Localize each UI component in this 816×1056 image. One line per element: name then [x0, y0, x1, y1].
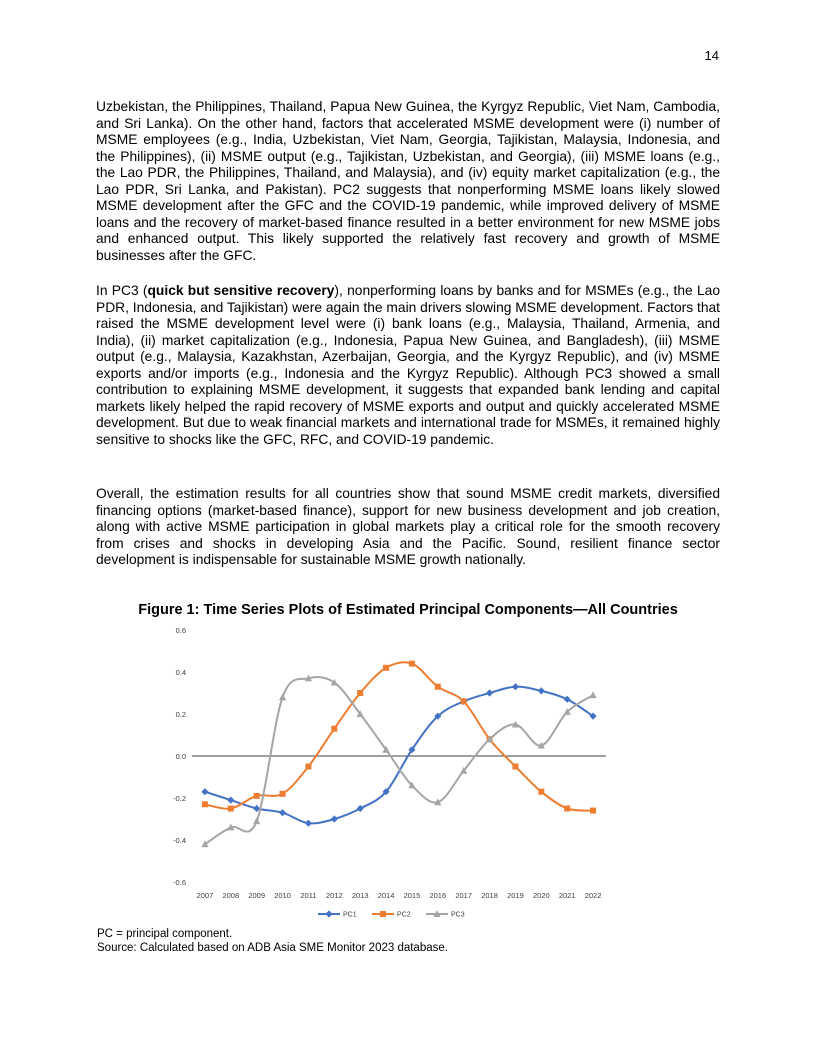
pc3-point: [331, 679, 338, 686]
y-tick-label: 0.0: [175, 752, 186, 761]
y-tick-label: -0.4: [173, 836, 186, 845]
x-tick-label: 2022: [584, 891, 602, 900]
pc1-line: [205, 687, 593, 824]
pc2-point: [331, 726, 337, 732]
y-tick-label: 0.4: [175, 668, 186, 677]
pc1-point: [564, 696, 571, 703]
paragraph-overall-conclusion: Overall, the estimation results for all countries show that sound MSME credit markets, diversified financing options (market-based finance), support for new business development and job creation, along with active MSME participation in global markets play a critical role for the smooth recovery from crises and shocks in developing Asia and the Pacific. Sound, resilient finance sector development is indispensable for sustainable MSME growth nationally.: [96, 486, 720, 567]
pc2-point: [280, 791, 286, 797]
pc2-point: [357, 690, 363, 696]
x-tick-label: 2013: [351, 891, 369, 900]
pc2-point: [202, 801, 208, 807]
pc-time-series-chart: [160, 622, 620, 922]
x-tick-label: 2017: [455, 891, 473, 900]
pc1-point: [227, 797, 234, 804]
pc2-point: [590, 808, 596, 814]
pc2-point: [512, 764, 518, 770]
legend-pc2-label: PC2: [397, 911, 411, 919]
x-tick-label: 2019: [507, 891, 524, 900]
pc2-line: [205, 662, 593, 810]
x-tick-label: 2018: [481, 891, 498, 900]
figure-title: Figure 1: Time Series Plots of Estimated Principal Components—All Countries: [138, 602, 678, 618]
pc2-point: [538, 789, 544, 795]
x-tick-label: 2007: [196, 891, 214, 900]
pc1-point: [279, 809, 286, 816]
pc2-point: [228, 806, 234, 812]
figure-note: PC = principal component.: [97, 928, 233, 940]
x-tick-label: 2012: [325, 891, 343, 900]
y-tick-label: -0.2: [173, 794, 186, 803]
pc3-point: [253, 817, 260, 824]
x-tick-label: 2014: [377, 891, 395, 900]
paragraph-pc2-results: Uzbekistan, the Philippines, Thailand, Papua New Guinea, the Kyrgyz Republic, Viet Nam, Cambodia, and Sri Lanka). On the other hand, factors that accelerated MSME development were (i) number of MSME employees (e.g., India, Uzbekistan, Viet Nam, Georgia, Tajikistan, Malaysia, Indonesia, and the Philippines), (ii) MSME output (e.g., Tajikistan, Uzbekistan, and Georgia), (iii) MSME loans (e.g., the Lao PDR, the Philippines, Thailand, and Malaysia), and (iv) equity market capitalization (e.g., the Lao PDR, Sri Lanka, and Pakistan). PC2 suggests that nonperforming MSME loans likely slowed MSME development after the GFC and the COVID-19 pandemic, while improved delivery of MSME loans and the recovery of market-based finance resulted in a better environment for new MSME jobs and enhanced output. This likely supported the relatively fast recovery and growth of MSME businesses after the GFC.: [96, 99, 720, 263]
pc2-point: [254, 793, 260, 799]
x-tick-label: 2015: [403, 891, 421, 900]
y-tick-label: -0.6: [173, 878, 186, 887]
pc1-point: [201, 788, 208, 795]
legend-pc3-label: PC3: [451, 911, 465, 919]
pc2-point: [564, 806, 570, 812]
chart-axes: [173, 626, 606, 900]
pc2-point: [409, 661, 415, 667]
paragraph-pc3-results: [96, 283, 720, 448]
x-tick-label: 2021: [558, 891, 576, 900]
y-tick-label: 0.2: [175, 710, 186, 719]
pc2-point: [383, 665, 389, 671]
legend-pc1-marker: [325, 910, 332, 917]
x-tick-label: 2016: [429, 891, 447, 900]
pc3-line: [205, 677, 593, 844]
chart-legend: [318, 910, 465, 918]
paragraph-pc3-body: ), nonperforming loans by banks and for MSMEs (e.g., the Lao PDR, Indonesia, and Tajikistan) were again the main drivers slowing MSME development. Factors that raised the MSME development level were (i) bank loans (e.g., Malaysia, Thailand, Armenia, and India), (ii) market capitalization (e.g., Indonesia, Papua New Guinea, and Bangladesh), (iii) MSME output (e.g., Malaysia, Kazakhstan, Azerbaijan, Georgia, and the Kyrgyz Republic), and (iv) MSME exports and/or imports (e.g., Indonesia and the Kyrgyz Republic). Although PC3 showed a small contribution to explaining MSME development, it suggests that expanded bank lending and capital markets likely helped the rapid recovery of MSME exports and output and quickly accelerated MSME development. But due to weak financial markets and international trade for MSMEs, it remained highly sensitive to shocks like the GFC, RFC, and COVID-19 pandemic.: [96, 283, 720, 447]
legend-pc1-label: PC1: [343, 911, 357, 919]
chart-series: [201, 661, 596, 848]
paragraph-pc3-prefix: In PC3 (: [96, 283, 148, 298]
legend-pc2-marker: [380, 911, 386, 917]
x-tick-label: 2009: [248, 891, 266, 900]
pc3-point: [589, 691, 596, 698]
x-tick-label: 2020: [532, 891, 550, 900]
pc1-point: [512, 683, 519, 690]
pc1-point: [538, 687, 545, 694]
x-tick-label: 2011: [300, 891, 317, 900]
pc2-point: [305, 764, 311, 770]
pc1-point: [357, 805, 364, 812]
pc1-point: [486, 689, 493, 696]
y-tick-label: 0.6: [175, 626, 186, 635]
pc2-point: [461, 698, 467, 704]
pc1-point: [305, 820, 312, 827]
page-number: 14: [704, 48, 719, 63]
pc3-label-bold: quick but sensitive recovery: [147, 283, 335, 298]
x-tick-label: 2008: [222, 891, 240, 900]
pc3-point: [279, 693, 286, 700]
x-tick-label: 2010: [274, 891, 291, 900]
pc1-point: [331, 815, 338, 822]
pc2-point: [435, 684, 441, 690]
figure-source: Source: Calculated based on ADB Asia SME Monitor 2023 database.: [97, 942, 448, 954]
